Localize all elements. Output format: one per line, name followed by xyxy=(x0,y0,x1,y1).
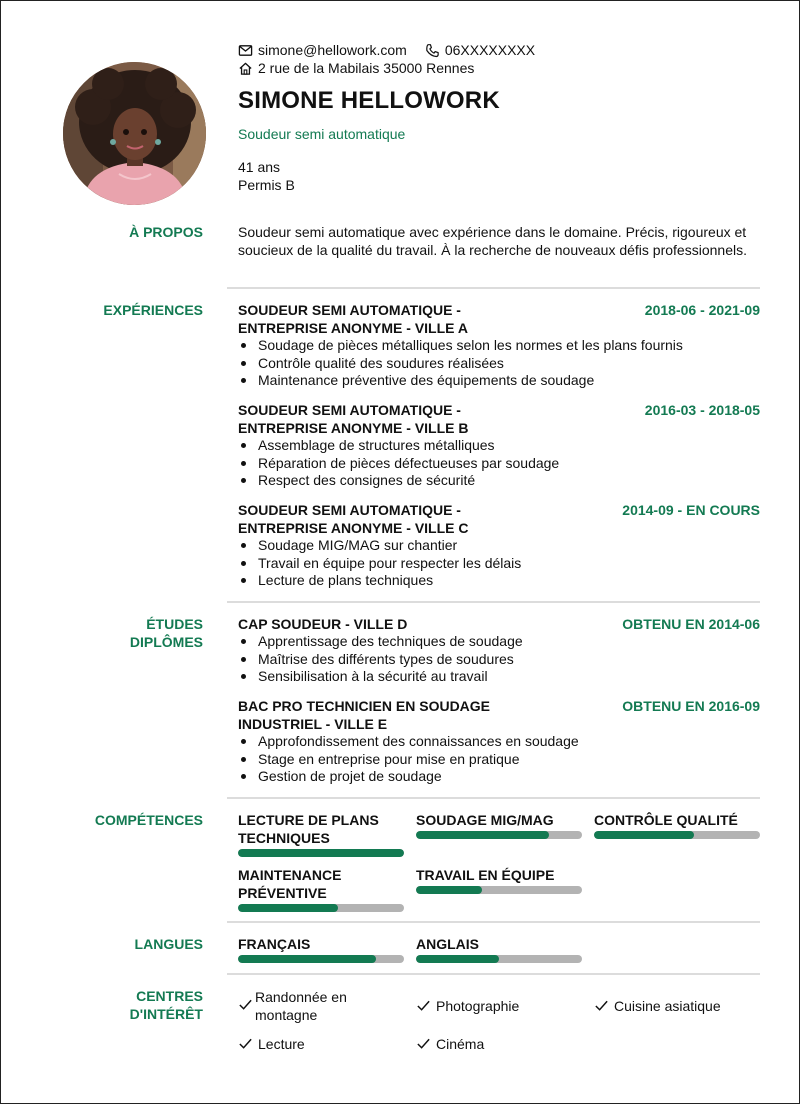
experience-date: 2018-06 - 2021-09 xyxy=(644,302,760,318)
experience-bullets xyxy=(238,337,760,390)
checkmark-icon xyxy=(238,996,253,1012)
skill-level-fill xyxy=(238,849,404,857)
bullet-item: Assemblage de structures métalliques xyxy=(238,437,760,455)
skill-level-bar xyxy=(416,886,582,894)
education-bullets xyxy=(238,733,760,786)
education-entry xyxy=(238,697,760,786)
skill-level-bar xyxy=(594,831,760,839)
language-item xyxy=(416,935,582,963)
experiences-section-label: EXPÉRIENCES xyxy=(103,302,203,318)
job-title: Soudeur semi automatique xyxy=(238,126,406,142)
experience-entry xyxy=(238,501,760,590)
skill-level-bar xyxy=(416,831,582,839)
avatar xyxy=(63,62,206,205)
education-date: OBTENU EN 2016-09 xyxy=(622,698,760,714)
interest-item xyxy=(238,988,378,1024)
interest-item xyxy=(238,1035,305,1053)
bullet-item: Maintenance préventive des équipements de soudage xyxy=(238,372,760,390)
skill-item xyxy=(416,811,582,839)
about-section-label: À PROPOS xyxy=(129,224,203,240)
interest-item xyxy=(416,997,519,1015)
interests-label-line1: CENTRES xyxy=(136,988,203,1004)
checkmark-icon xyxy=(238,1035,256,1051)
skill-level-fill xyxy=(238,904,338,912)
education-label-line1: ÉTUDES xyxy=(146,616,203,632)
license-text: Permis B xyxy=(238,177,295,193)
bullet-item: Gestion de projet de soudage xyxy=(238,768,760,786)
experience-title: SOUDEUR SEMI AUTOMATIQUE - ENTREPRISE ANONYME - VILLE B xyxy=(238,402,469,436)
education-label-line2: DIPLÔMES xyxy=(129,634,203,650)
bullet-item: Réparation de pièces défectueuses par soudage xyxy=(238,455,760,473)
contact-line xyxy=(238,42,535,58)
education-entry xyxy=(238,615,760,686)
address-item xyxy=(238,60,474,76)
experience-title: SOUDEUR SEMI AUTOMATIQUE - ENTREPRISE ANONYME - VILLE A xyxy=(238,302,468,336)
section-divider xyxy=(227,601,760,603)
skill-level-bar xyxy=(238,849,404,857)
email-text: simone@hellowork.com xyxy=(258,42,407,58)
interest-text: Cuisine asiatique xyxy=(614,998,721,1014)
bullet-item: Respect des consignes de sécurité xyxy=(238,472,760,490)
experience-date: 2016-03 - 2018-05 xyxy=(644,402,760,418)
languages-section-label: LANGUES xyxy=(134,936,203,952)
candidate-name: SIMONE HELLOWORK xyxy=(238,87,500,114)
skill-level-bar xyxy=(238,904,404,912)
envelope-icon xyxy=(238,43,253,58)
education-bullets xyxy=(238,633,760,686)
skill-item xyxy=(238,811,404,857)
skill-name: LECTURE DE PLANS TECHNIQUES xyxy=(238,812,379,846)
skill-item xyxy=(416,866,582,894)
language-item xyxy=(238,935,404,963)
skill-name: TRAVAIL EN ÉQUIPE xyxy=(416,867,555,883)
language-name: ANGLAIS xyxy=(416,936,479,952)
bullet-item: Approfondissement des connaissances en soudage xyxy=(238,733,760,751)
section-divider xyxy=(227,287,760,289)
bullet-item: Apprentissage des techniques de soudage xyxy=(238,633,760,651)
interest-text: Cinéma xyxy=(436,1036,485,1052)
skill-item xyxy=(594,811,760,839)
phone-text: 06XXXXXXXX xyxy=(444,42,536,58)
checkmark-icon xyxy=(416,1035,434,1051)
language-level-bar xyxy=(238,955,404,963)
section-divider xyxy=(227,973,760,975)
interest-text: Randonnée en montagne xyxy=(255,989,347,1023)
about-text: Soudeur semi automatique avec expérience dans le domaine. Précis, rigoureux et soucieux de la qualité du travail. À la recherche de nouveaux défis professionnels. xyxy=(238,224,747,258)
interests-label-line2: D'INTÉRÊT xyxy=(129,1006,203,1022)
age-text: 41 ans xyxy=(238,159,281,175)
education-date: OBTENU EN 2014-06 xyxy=(622,616,760,632)
education-title: BAC PRO TECHNICIEN EN SOUDAGE INDUSTRIEL - VILLE E xyxy=(238,698,491,732)
language-name: FRANÇAIS xyxy=(238,936,311,952)
skill-level-fill xyxy=(416,831,549,839)
education-title: CAP SOUDEUR - VILLE D xyxy=(238,616,408,632)
skill-name: CONTRÔLE QUALITÉ xyxy=(594,812,738,828)
phone-icon xyxy=(425,43,440,58)
experience-title: SOUDEUR SEMI AUTOMATIQUE - ENTREPRISE ANONYME - VILLE C xyxy=(238,502,469,536)
checkmark-icon xyxy=(416,997,434,1013)
bullet-item: Lecture de plans techniques xyxy=(238,572,760,590)
experience-bullets xyxy=(238,537,760,590)
address-text: 2 rue de la Mabilais 35000 Rennes xyxy=(258,60,475,76)
skill-item xyxy=(238,866,404,912)
bullet-item: Sensibilisation à la sécurité au travail xyxy=(238,668,760,686)
checkmark-icon xyxy=(594,997,612,1013)
experience-entry xyxy=(238,301,760,390)
bullet-item: Soudage MIG/MAG sur chantier xyxy=(238,537,760,555)
home-icon xyxy=(238,61,253,76)
bullet-item: Travail en équipe pour respecter les délais xyxy=(238,555,760,573)
language-level-fill xyxy=(416,955,499,963)
bullet-item: Contrôle qualité des soudures réalisées xyxy=(238,355,760,373)
resume-header xyxy=(1,1,800,211)
address-line xyxy=(238,60,474,76)
skill-level-fill xyxy=(416,886,482,894)
skill-name: SOUDAGE MIG/MAG xyxy=(416,812,554,828)
bullet-item: Soudage de pièces métalliques selon les normes et les plans fournis xyxy=(238,337,760,355)
skills-section-label: COMPÉTENCES xyxy=(94,812,203,828)
language-level-bar xyxy=(416,955,582,963)
language-level-fill xyxy=(238,955,376,963)
skill-level-fill xyxy=(594,831,694,839)
interest-item xyxy=(594,997,721,1015)
experience-bullets xyxy=(238,437,760,490)
section-divider xyxy=(227,921,760,923)
bullet-item: Maîtrise des différents types de soudures xyxy=(238,651,760,669)
experience-entry xyxy=(238,401,760,490)
experience-date: 2014-09 - EN COURS xyxy=(622,502,760,518)
section-divider xyxy=(227,797,760,799)
email-item[interactable] xyxy=(238,42,407,58)
bullet-item: Stage en entreprise pour mise en pratique xyxy=(238,751,760,769)
interest-text: Lecture xyxy=(258,1036,305,1052)
interest-text: Photographie xyxy=(436,998,520,1014)
interest-item xyxy=(416,1035,484,1053)
interests-section-label xyxy=(63,987,203,1023)
education-section-label xyxy=(63,615,203,651)
phone-item[interactable] xyxy=(425,42,535,58)
skill-name: MAINTENANCE PRÉVENTIVE xyxy=(238,867,342,901)
